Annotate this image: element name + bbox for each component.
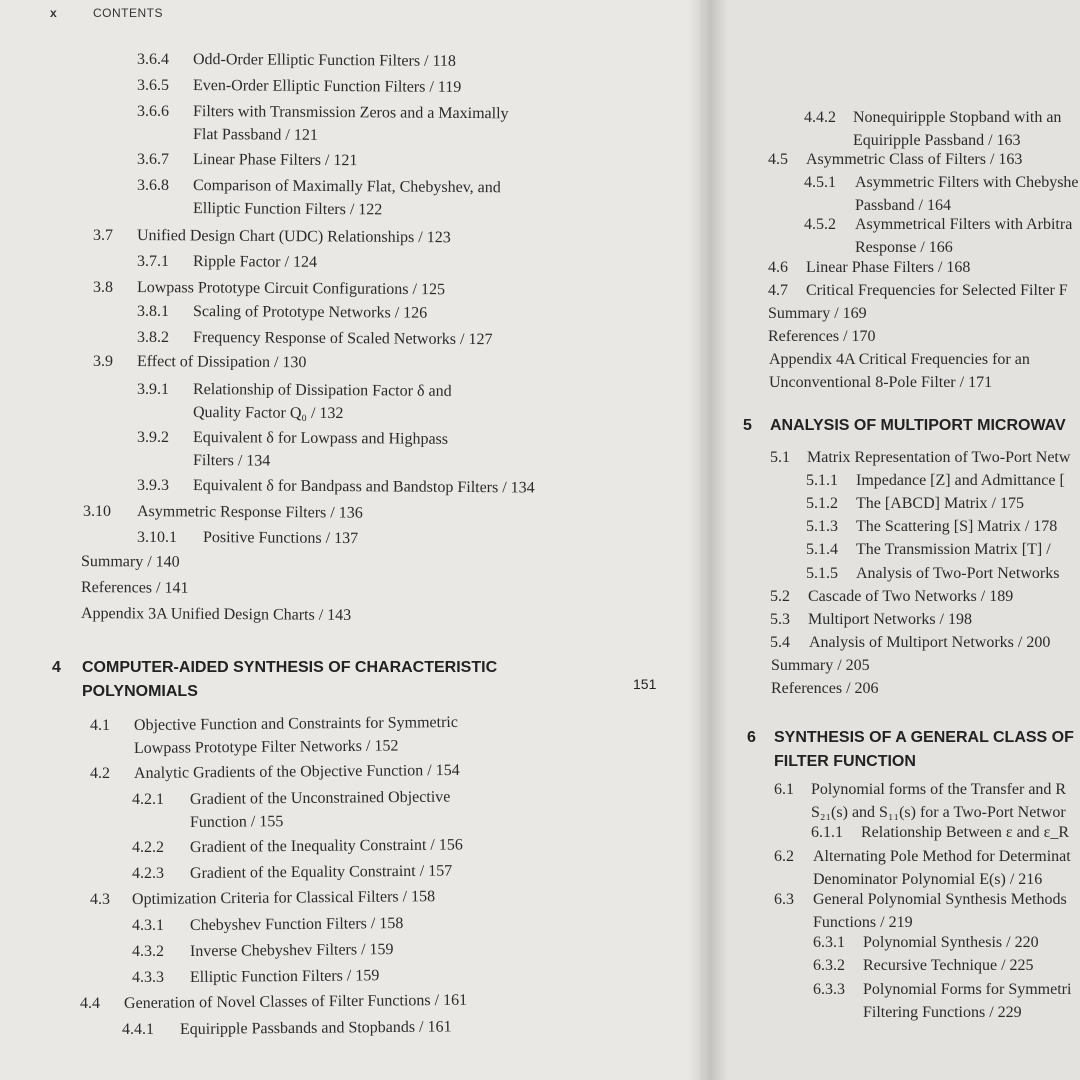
toc-entry-number: 4.4.2 [804, 109, 836, 126]
toc-entry-title: Effect of Dissipation / 130 [136, 353, 307, 372]
toc-entry-number: 6.3.3 [813, 981, 845, 998]
toc-entry-title: Matrix Representation of Two-Port Netw [807, 449, 1071, 466]
toc-entry-title: Filters / 134 [192, 452, 271, 470]
toc-entry-number: 5.1 [770, 449, 790, 466]
toc-entry-number: 3.9 [93, 353, 113, 370]
toc-entry-number: 4.3.1 [132, 917, 164, 934]
toc-entry-title: Function / 155 [189, 813, 284, 831]
toc-entry-title: References / 141 [80, 579, 189, 597]
toc-entry-title: Impedance [Z] and Admittance [ [856, 472, 1065, 489]
toc-entry-title: Unconventional 8-Pole Filter / 171 [769, 374, 993, 391]
toc-entry-title: Chebyshev Function Filters / 158 [189, 914, 404, 934]
toc-entry-number: 3.7 [93, 227, 113, 244]
toc-entry-title: Flat Passband / 121 [192, 126, 318, 144]
toc-entry-title: Unified Design Chart (UDC) Relationships / 123 [136, 227, 451, 247]
toc-entry-number: 3.7.1 [137, 253, 169, 270]
book-gutter-shadow [688, 0, 728, 1080]
chapter6-number: 6 [747, 729, 756, 746]
toc-entry-title: Polynomial forms of the Transfer and R [811, 781, 1067, 798]
toc-entry-number: 6.3.1 [813, 934, 845, 951]
toc-entry-title: Frequency Response of Scaled Networks / 127 [192, 329, 493, 349]
toc-entry-title: Passband / 164 [855, 197, 951, 214]
toc-entry-number: 3.6.8 [137, 177, 169, 194]
toc-entry-number: 3.10 [83, 503, 111, 520]
toc-entry-title: Asymmetric Filters with Chebyshe [855, 174, 1079, 191]
toc-entry-title: References / 206 [771, 680, 879, 697]
toc-entry-title: Analytic Gradients of the Objective Function / 154 [133, 761, 460, 782]
toc-entry-title: Analysis of Two-Port Networks [856, 565, 1060, 582]
toc-entry-title: Lowpass Prototype Filter Networks / 152 [133, 737, 399, 757]
toc-entry-number: 6.1.1 [811, 824, 843, 841]
toc-entry-title: Nonequiripple Stopband with an [853, 109, 1062, 126]
toc-entry-number: 5.1.4 [806, 541, 838, 558]
toc-entry-title: Relationship of Dissipation Factor δ and [192, 381, 452, 400]
toc-entry-title: Linear Phase Filters / 121 [192, 151, 358, 170]
toc-entry-number: 4.6 [768, 259, 788, 276]
chapter5-title [770, 414, 1066, 438]
toc-entry-title: Asymmetrical Filters with Arbitra [855, 216, 1073, 233]
toc-entry-title: Elliptic Function Filters / 159 [189, 967, 380, 986]
toc-entry-title: Asymmetric Class of Filters / 163 [806, 151, 1023, 168]
toc-entry-number: 4.5.2 [804, 216, 836, 233]
toc-entry-number: 4.1 [90, 717, 110, 734]
toc-entry-title: Critical Frequencies for Selected Filter F [806, 282, 1068, 299]
toc-entry-title: Scaling of Prototype Networks / 126 [192, 303, 428, 322]
toc-entry-title: Lowpass Prototype Circuit Configurations / 125 [136, 279, 446, 299]
toc-entry-number: 5.2 [770, 588, 790, 605]
toc-entry-number: 3.6.5 [137, 77, 169, 94]
toc-entry-title: Gradient of the Unconstrained Objective [189, 788, 451, 808]
toc-entry-title: Appendix 3A Unified Design Charts / 143 [80, 605, 352, 624]
toc-entry-title: Comparison of Maximally Flat, Chebyshev, and [192, 177, 501, 197]
toc-entry-number: 6.3 [774, 891, 794, 908]
toc-entry-title: Response / 166 [855, 239, 953, 256]
toc-entry-title: Optimization Criteria for Classical Filters / 158 [131, 888, 436, 908]
chapter4-page-number: 151 [633, 676, 657, 692]
toc-entry-number: 3.8 [93, 279, 113, 296]
chapter4-title-line: POLYNOMIALS [82, 683, 198, 700]
toc-entry-number: 3.6.7 [137, 151, 169, 168]
right-page [700, 0, 1080, 1080]
page-roman-number: x [50, 6, 58, 20]
toc-entry-title: Appendix 4A Critical Frequencies for an [769, 351, 1030, 368]
chapter5-number: 5 [743, 417, 752, 434]
toc-entry-title: Summary / 205 [771, 657, 870, 674]
toc-entry-number: 4.3 [90, 891, 110, 908]
toc-entry-number: 3.6.6 [137, 103, 169, 120]
toc-entry-title: Filters with Transmission Zeros and a Maximally [192, 103, 509, 123]
toc-entry-title: General Polynomial Synthesis Methods [813, 891, 1067, 908]
toc-entry-title: Asymmetric Response Filters / 136 [136, 503, 363, 522]
toc-entry-number: 3.9.2 [137, 429, 169, 446]
toc-entry-title: Polynomial Synthesis / 220 [863, 934, 1039, 951]
toc-entry-title: Even-Order Elliptic Function Filters / 119 [192, 77, 462, 96]
toc-entry-title: Objective Function and Constraints for Symmetric [133, 713, 459, 734]
toc-entry-number: 4.2.3 [132, 865, 164, 882]
toc-entry-title: Summary / 169 [768, 305, 867, 322]
toc-entry-number: 6.2 [774, 848, 794, 865]
chapter5-title-line: ANALYSIS OF MULTIPORT MICROWAV [770, 417, 1066, 434]
toc-entry-number: 3.8.1 [137, 303, 169, 320]
toc-entry-number: 3.9.3 [137, 477, 169, 494]
chapter4-title [82, 656, 497, 704]
toc-entry-title: Functions / 219 [813, 914, 913, 931]
toc-entry-number: 4.7 [768, 282, 788, 299]
toc-entry-number: 3.9.1 [137, 381, 169, 398]
toc-entry-title: Odd-Order Elliptic Function Filters / 118 [192, 51, 456, 70]
toc-entry-number: 4.2 [90, 765, 110, 782]
toc-entry-title: Equiripple Passbands and Stopbands / 161 [179, 1018, 452, 1038]
toc-entry-title: The Transmission Matrix [T] / [856, 541, 1051, 558]
chapter4-number: 4 [52, 659, 61, 676]
toc-entry-number: 5.3 [770, 611, 790, 628]
toc-entry-title: Equivalent δ for Bandpass and Bandstop Filters / 134 [192, 477, 535, 497]
toc-entry-title: Ripple Factor / 124 [192, 253, 318, 271]
toc-entry-title: Gradient of the Inequality Constraint / 156 [189, 836, 463, 856]
toc-entry-number: 3.10.1 [137, 529, 177, 546]
chapter6-title-line: FILTER FUNCTION [774, 753, 916, 770]
toc-entry-title: The [ABCD] Matrix / 175 [856, 495, 1024, 512]
running-header: CONTENTS [93, 6, 163, 20]
toc-entry-number: 6.3.2 [813, 957, 845, 974]
toc-entry-title: Relationship Between ε and ε_R [861, 824, 1070, 841]
toc-entry-number: 4.2.2 [132, 839, 164, 856]
chapter6-title-line: SYNTHESIS OF A GENERAL CLASS OF [774, 729, 1074, 746]
toc-entry-number: 4.4 [80, 995, 100, 1012]
toc-entry-number: 4.2.1 [132, 791, 164, 808]
toc-entry-title: Quality Factor Q₀ / 132 [192, 404, 344, 423]
toc-entry-number: 5.1.3 [806, 518, 838, 535]
toc-entry-title: Recursive Technique / 225 [863, 957, 1034, 974]
toc-entry-title: Denominator Polynomial E(s) / 216 [813, 871, 1043, 888]
toc-entry-title: Equiripple Passband / 163 [853, 132, 1021, 149]
toc-entry-number: 5.1.1 [806, 472, 838, 489]
toc-entry-title: Analysis of Multiport Networks / 200 [809, 634, 1051, 651]
toc-entry-title: Alternating Pole Method for Determinat [813, 848, 1071, 865]
chapter6-title [774, 726, 1074, 774]
toc-entry-title: Cascade of Two Networks / 189 [808, 588, 1014, 605]
toc-entry-number: 4.3.3 [132, 969, 164, 986]
toc-entry-title: References / 170 [768, 328, 876, 345]
toc-entry-number: 4.5 [768, 151, 788, 168]
toc-entry-number: 3.6.4 [137, 51, 169, 68]
toc-entry-number: 6.1 [774, 781, 794, 798]
toc-entry-title: S₂₁(s) and S₁₁(s) for a Two-Port Networ [811, 804, 1066, 821]
toc-entry-title: Generation of Novel Classes of Filter Functions / 161 [123, 991, 468, 1012]
toc-entry-title: Multiport Networks / 198 [808, 611, 972, 628]
toc-entry-title: Summary / 140 [80, 553, 180, 571]
toc-entry-number: 4.4.1 [122, 1021, 154, 1038]
toc-entry-number: 5.1.5 [806, 565, 838, 582]
toc-entry-title: Positive Functions / 137 [202, 529, 359, 548]
toc-entry-number: 4.5.1 [804, 174, 836, 191]
toc-entry-title: Gradient of the Equality Constraint / 157 [189, 862, 453, 882]
chapter4-title-line: COMPUTER-AIDED SYNTHESIS OF CHARACTERISTIC [82, 659, 498, 676]
toc-entry-number: 5.4 [770, 634, 790, 651]
toc-entry-number: 4.3.2 [132, 943, 164, 960]
toc-entry-number: 5.1.2 [806, 495, 838, 512]
toc-entry-title: The Scattering [S] Matrix / 178 [856, 518, 1058, 535]
toc-entry-title: Linear Phase Filters / 168 [806, 259, 971, 276]
toc-entry-title: Polynomial Forms for Symmetri [863, 981, 1072, 998]
toc-entry-title: Elliptic Function Filters / 122 [192, 200, 383, 219]
toc-entry-number: 3.8.2 [137, 329, 169, 346]
toc-entry-title: Filtering Functions / 229 [863, 1004, 1022, 1021]
toc-entry-title: Inverse Chebyshev Filters / 159 [189, 941, 394, 960]
toc-entry-title: Equivalent δ for Lowpass and Highpass [192, 429, 449, 448]
